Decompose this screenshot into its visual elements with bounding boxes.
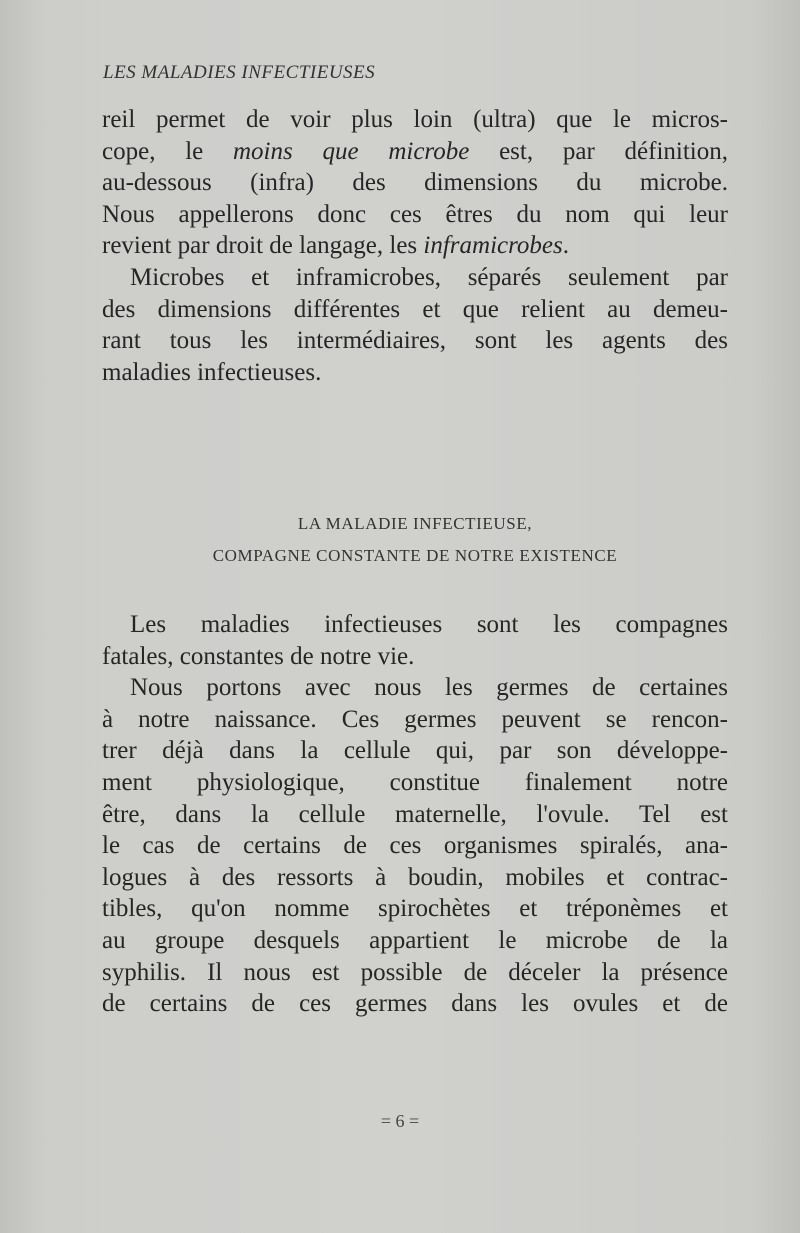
text-line: fatales, constantes de notre vie. xyxy=(102,642,415,670)
text-block-top xyxy=(102,104,728,388)
text-line: rant tous les intermédiaires, sont les agents des xyxy=(102,327,728,355)
text-line: au groupe desquels appartient le microbe de la xyxy=(102,926,728,954)
section-title-line-1: LA MALADIE INFECTIEUSE, xyxy=(297,514,533,533)
text-line: des dimensions différentes et que relient au demeu- xyxy=(102,295,728,323)
text-line: ment physiologique, constitue finalement notre xyxy=(102,768,728,796)
text-line: logues à des ressorts à boudin, mobiles et contrac- xyxy=(102,863,728,891)
text-line: trer déjà dans la cellule qui, par son développe- xyxy=(102,737,728,765)
text-line: être, dans la cellule maternelle, l'ovule. Tel est xyxy=(102,800,728,828)
text-line: reil permet de voir plus loin (ultra) que le micros- xyxy=(102,106,728,133)
text-line: le cas de certains de ces organismes spiralés, ana- xyxy=(102,832,728,860)
text-block-bottom xyxy=(102,609,728,1020)
text-line: tibles, qu'on nomme spirochètes et tréponèmes et xyxy=(102,895,728,923)
italic-phrase: moins que microbe xyxy=(233,137,470,165)
text-line: maladies infectieuses. xyxy=(102,358,322,386)
text-line: à notre naissance. Ces germes peuvent se rencon- xyxy=(102,705,728,733)
running-head: LES MALADIES INFECTIEUSES xyxy=(103,62,376,83)
page-number: = 6 = xyxy=(380,1111,420,1131)
text-line: cope, le moins que microbe est, par définition, xyxy=(102,137,728,165)
text-line: revient par droit de langage, les inframicrobes. xyxy=(102,232,569,260)
text-line: Nous appellerons donc ces êtres du nom qui leur xyxy=(102,200,728,228)
text-line: syphilis. Il nous est possible de déceler la présence xyxy=(102,958,728,986)
section-title-line-2: COMPAGNE CONSTANTE DE NOTRE EXISTENCE xyxy=(212,546,618,565)
text-line: de certains de ces germes dans les ovules et de xyxy=(102,990,728,1018)
text-line: Nous portons avec nous les germes de certaines xyxy=(130,674,728,702)
text-line: au-dessous (infra) des dimensions du microbe. xyxy=(102,169,728,197)
text-line: Microbes et inframicrobes, séparés seulement par xyxy=(130,263,728,291)
text-line: Les maladies infectieuses sont les compagnes xyxy=(130,611,728,638)
section-title xyxy=(102,508,728,572)
italic-term: inframicrobes xyxy=(423,232,563,260)
